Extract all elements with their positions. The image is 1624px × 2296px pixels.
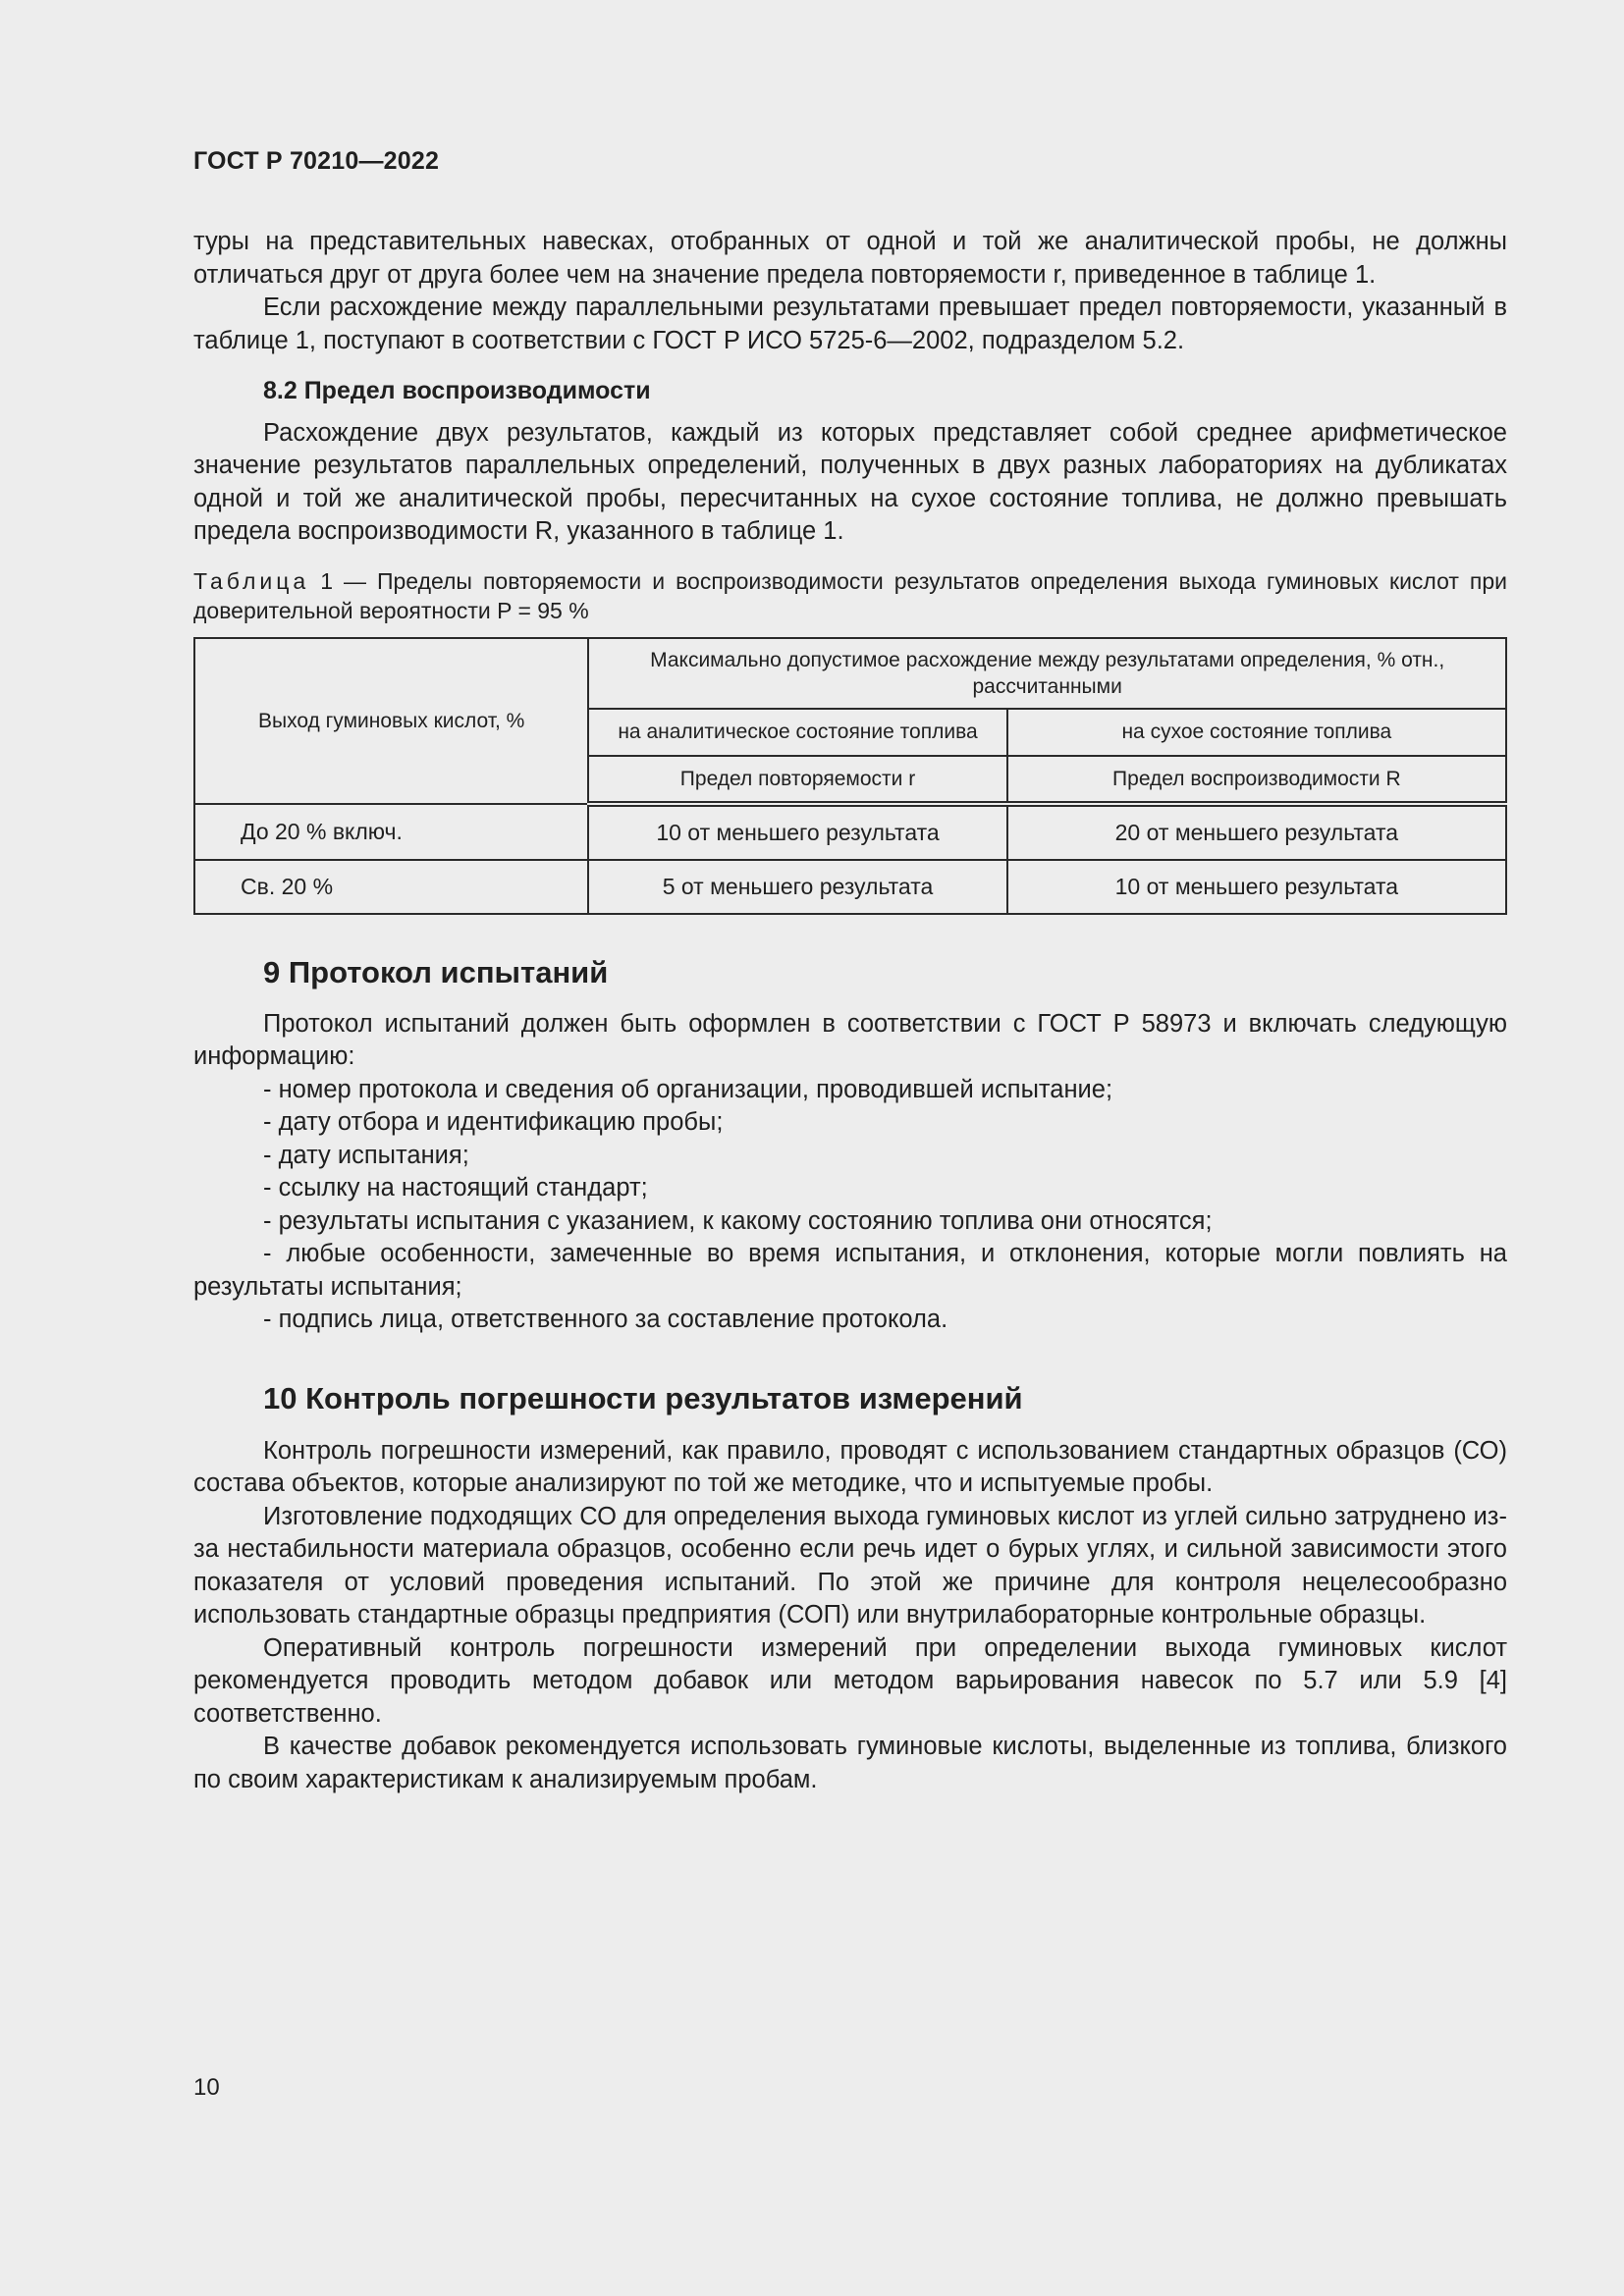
- paragraph-operative-control: Оперативный контроль погрешности измерений при определении выхода гуминовых кислот рекомендуется проводить методом добавок или методом варьирования навесок по 5.7 или 5.9 [4] соответственно.: [193, 1633, 1507, 1728]
- list-item: - подпись лица, ответственного за составление протокола.: [263, 1306, 948, 1333]
- paragraph-continuation: туры на представительных навесках, отобранных от одной и той же аналитической пробы, не должны отличаться друг от друга более чем на значение предела повторяемости r, приведенное в таблице 1.: [193, 228, 1507, 289]
- list-item: - номер протокола и сведения об организации, проводившей испытание;: [263, 1075, 1113, 1103]
- table-caption-text: 1 — Пределы повторяемости и воспроизводимости результатов определения выхода гуминовых кислот при доверительной вероятности P = 95 %: [193, 567, 1508, 623]
- table-row: [194, 804, 1506, 860]
- list-item: - ссылку на настоящий стандарт;: [263, 1174, 648, 1201]
- cell-repeat: 10 от меньшего результата: [588, 804, 1006, 860]
- document-header: ГОСТ Р 70210—2022: [193, 147, 440, 175]
- table-caption: [193, 566, 1507, 625]
- header-output: Выход гуминовых кислот, %: [194, 638, 588, 804]
- page-content: [193, 226, 1507, 1796]
- section-heading-10: 10 Контроль погрешности результатов измерений: [263, 1380, 1023, 1415]
- section-heading-9: 9 Протокол испытаний: [263, 954, 609, 989]
- table-row: [194, 860, 1506, 914]
- header-max-diff: Максимально допустимое расхождение между результатами определения, % отн., рассчитанными: [588, 638, 1506, 709]
- paragraph-divergence: Если расхождение между параллельными результатами превышает предел повторяемости, указанный в таблице 1, поступают в соответствии с ГОСТ Р ИСО 5725-6—2002, подразделом 5.2.: [193, 294, 1507, 354]
- list-item: - дату отбора и идентификацию пробы;: [263, 1108, 724, 1136]
- paragraph-reproducibility: Расхождение двух результатов, каждый из которых представляет собой среднее арифметическое значение результатов параллельных определений, полученных в двух разных лабораториях на дубликатах одной и той же аналитической пробы, пересчитанных на сухое состояние топлива, не должно превышать предела воспроизводимости R, указанного в таблице 1.: [193, 418, 1507, 545]
- cell-output: До 20 % включ.: [194, 804, 588, 860]
- list-item: - дату испытания;: [263, 1141, 469, 1169]
- cell-output: Св. 20 %: [194, 860, 588, 914]
- header-repro-limit: Предел воспроизводимости R: [1007, 756, 1506, 804]
- results-table: [193, 637, 1507, 915]
- page-number: 10: [193, 2074, 220, 2101]
- list-item: - любые особенности, замеченные во время испытания, и отклонения, которые могли повлиять на результаты испытания;: [193, 1240, 1507, 1301]
- table-header-row: [194, 638, 1506, 709]
- header-analytical-state: на аналитическое состояние топлива: [588, 709, 1006, 756]
- paragraph-manufacturing: Изготовление подходящих СО для определения выхода гуминовых кислот из углей сильно затруднено из-за нестабильности материала образцов, особенно если речь идет о бурых углях, и сильной зависимости этого показателя от условий проведения испытаний. По этой же причине для контроля нецелесообразно использовать стандартные образцы предприятия (СОП) или внутрилабораторные контрольные образцы.: [193, 1502, 1507, 1629]
- table-caption-label: Таблица: [193, 567, 310, 594]
- list-item: - результаты испытания с указанием, к какому состоянию топлива они относятся;: [263, 1206, 1213, 1235]
- paragraph-protocol-intro: Протокол испытаний должен быть оформлен в соответствии с ГОСТ Р 58973 и включать следующую информацию:: [193, 1009, 1507, 1070]
- cell-repeat: 5 от меньшего результата: [588, 860, 1006, 914]
- paragraph-control: Контроль погрешности измерений, как правило, проводят с использованием стандартных образцов (СО) состава объектов, которые анализируют по той же методике, что и испытуемые пробы.: [193, 1436, 1507, 1497]
- subsection-heading-8-2: 8.2 Предел воспроизводимости: [263, 377, 651, 404]
- cell-repro: 20 от меньшего результата: [1007, 804, 1506, 860]
- header-repeat-limit: Предел повторяемости r: [588, 756, 1006, 804]
- paragraph-additives: В качестве добавок рекомендуется использовать гуминовые кислоты, выделенные из топлива, близкого по своим характеристикам к анализируемым пробам.: [193, 1733, 1507, 1793]
- cell-repro: 10 от меньшего результата: [1007, 860, 1506, 914]
- header-dry-state: на сухое состояние топлива: [1007, 709, 1506, 756]
